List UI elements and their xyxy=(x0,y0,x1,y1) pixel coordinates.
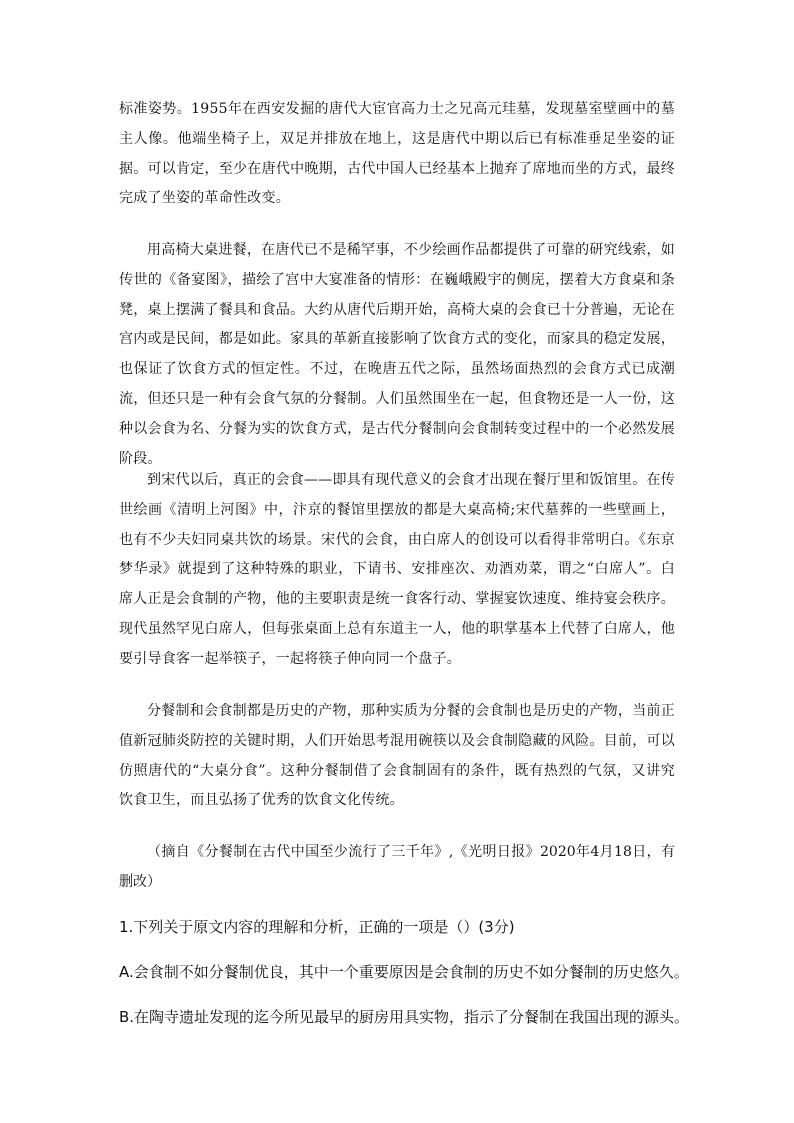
option-a: A.会食制不如分餐制优良，其中一个重要原因是会食制的历史不如分餐制的历史悠久。 xyxy=(119,963,689,981)
question-stem: 1.下列关于原文内容的理解和分析，正确的一项是（）(3分) xyxy=(119,918,515,936)
source-citation: （摘自《分餐制在古代中国至少流行了三千年》,《光明日报》2020年4月18日，有删改） xyxy=(119,844,675,890)
paragraph-tang-dining: 用高椅大桌进餐，在唐代已不是稀罕事，不少绘画作品都提供了可靠的研究线索，如传世的《备宴图》，描绘了宫中大宴准备的情形：在巍峨殿宇的侧庑，摆着大方食桌和条凳，桌上摆满了餐具和食品。大约从唐代后期开始，高椅大桌的会食已十分普遍，无论在宫内或是民间，都是如此。家具的革新直接影响了饮食方式的变化，而家具的稳定发展，也保证了饮食方式的恒定性。不过，在晚唐五代之际，虽然场面热烈的会食方式已成潮流，但还只是一种有会食气氛的分餐制。人们虽然围坐在一起，但食物还是一人一份，这种以会食为名、分餐为实的饮食方式，是古代分餐制向会食制转变过程中的一个必然发展阶段。 xyxy=(119,242,675,467)
paragraph-conclusion: 分餐制和会食制都是历史的产物，那种实质为分餐的会食制也是历史的产物，当前正值新冠肺炎防控的关键时期，人们开始思考混用碗筷以及会食制隐藏的风险。目前，可以仿照唐代的“大桌分食”。这种分餐制借了会食制固有的条件，既有热烈的气氛，又讲究饮食卫生，而且弘扬了优秀的饮食文化传统。 xyxy=(119,703,675,809)
paragraph-song-dining: 到宋代以后，真正的会食——即具有现代意义的会食才出现在餐厅里和饭馆里。在传世绘画《清明上河图》中，汴京的餐馆里摆放的都是大桌高椅;宋代墓葬的一些壁画上，也有不少夫妇同桌共饮的场景。宋代的会食，由白席人的创设可以看得非常明白。《东京梦华录》就提到了这种特殊的职业，下请书、安排座次、劝酒劝菜，谓之“白席人”。白席人正是会食制的产物，他的主要职责是统一食客行动、掌握宴饮速度、维持宴会秩序。现代虽然罕见白席人，但每张桌面上总有东道主一人，他的职掌基本上代替了白席人，他要引导食客一起举筷子，一起将筷子伸向同一个盘子。 xyxy=(119,472,675,667)
paragraph-sitting-posture: 标准姿势。1955年在西安发掘的唐代大宦官高力士之兄高元珪墓，发现墓室壁画中的墓主人像。他端坐椅子上，双足并排放在地上，这是唐代中期以后已有标准垂足坐姿的证据。可以肯定，至少在唐代中晚期，古代中国人已经基本上抛弃了席地而坐的方式，最终完成了坐姿的革命性改变。 xyxy=(119,101,675,207)
option-b: B.在陶寺遗址发现的迄今所见最早的厨房用具实物，指示了分餐制在我国出现的源头。 xyxy=(119,1008,690,1026)
